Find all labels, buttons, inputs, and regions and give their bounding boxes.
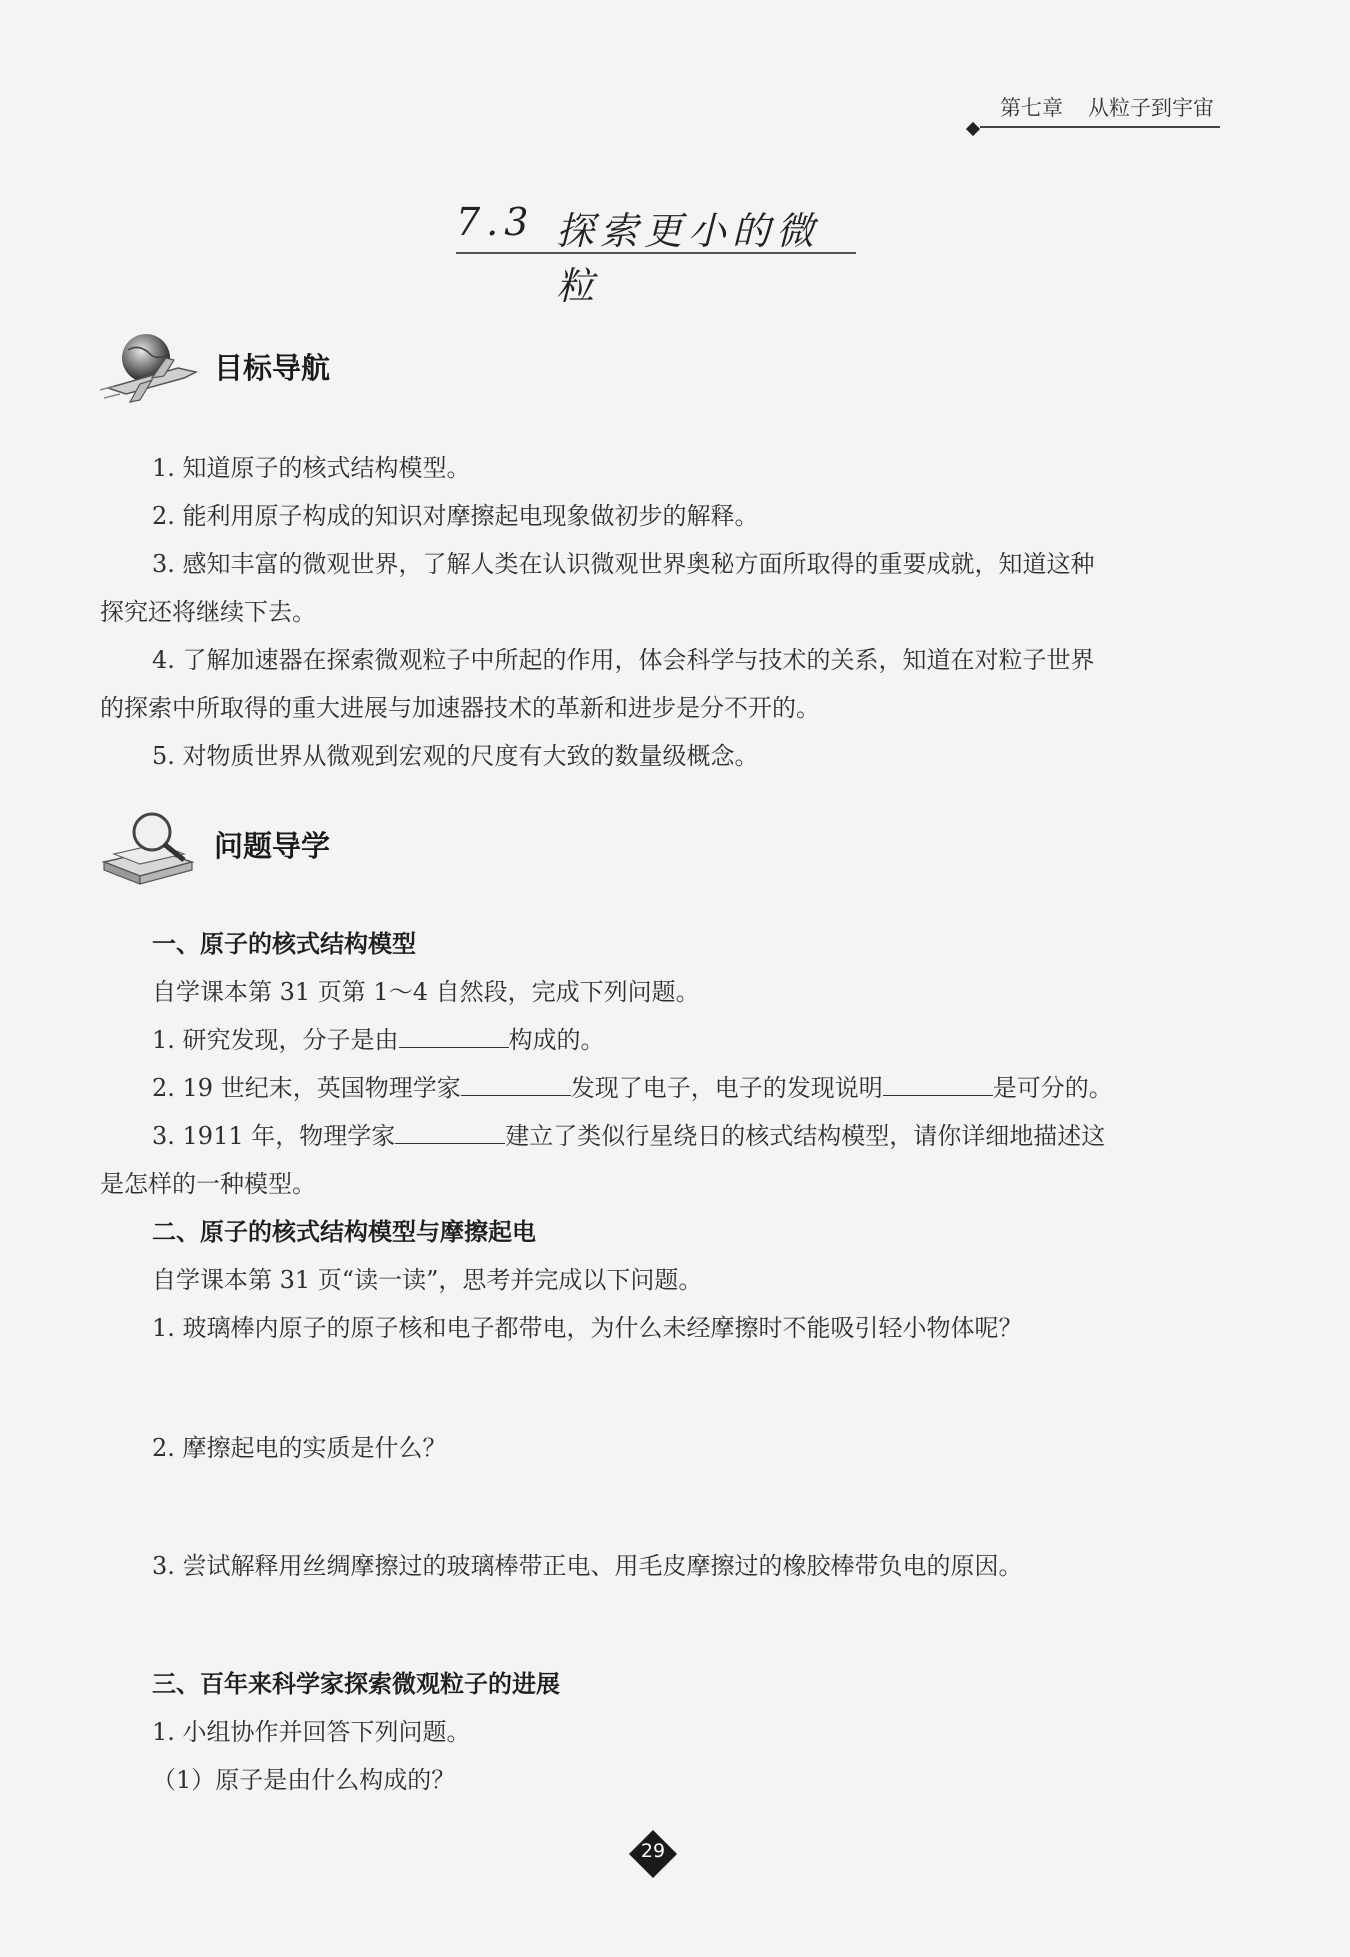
section-label: 问题导学 [214, 829, 331, 863]
page-number-text: 29 [640, 1840, 666, 1862]
question-3 [152, 1112, 1220, 1160]
chapter-title: 从粒子到宇宙 [1088, 96, 1214, 120]
page-title [456, 200, 856, 308]
running-header [980, 92, 1220, 128]
answer-blank[interactable] [461, 1067, 571, 1096]
section-title: 探索更小的微粒 [556, 209, 821, 308]
question-text: 建立了类似行星绕日的核式结构模型，请你详细地描述这 [505, 1122, 1106, 1150]
goal-item: 1. 知道原子的核式结构模型。 [152, 454, 471, 482]
diamond-bullet-icon [966, 122, 980, 136]
question-1: 1. 小组协作并回答下列问题。 [152, 1718, 471, 1746]
question-text: 1. 研究发现，分子是由 [152, 1026, 399, 1054]
section-header-goals [100, 328, 500, 408]
part-intro: 自学课本第 31 页第 1～4 自然段，完成下列问题。 [152, 978, 700, 1006]
question-text: 3. 1911 年，物理学家 [152, 1122, 396, 1150]
part-heading: 二、原子的核式结构模型与摩擦起电 [152, 1218, 536, 1246]
section-number: 7.3 [456, 200, 535, 244]
question-1: 1. 玻璃棒内原子的原子核和电子都带电，为什么未经摩擦时不能吸引轻小物体呢？ [152, 1314, 1023, 1342]
goal-item: 2. 能利用原子构成的知识对摩擦起电现象做初步的解释。 [152, 502, 759, 530]
page-number [629, 1830, 677, 1878]
goal-item: 5. 对物质世界从微观到宏观的尺度有大致的数量级概念。 [152, 742, 759, 770]
question-2: 2. 摩擦起电的实质是什么？ [152, 1434, 447, 1462]
globe-airplane-icon [100, 328, 200, 408]
question-text: 2. 19 世纪末，英国物理学家 [152, 1074, 461, 1102]
part-heading: 一、原子的核式结构模型 [152, 930, 416, 958]
goal-item: 3. 感知丰富的微观世界，了解人类在认识微观世界奥秘方面所取得的重要成就，知道这种 [152, 550, 1095, 578]
answer-blank[interactable] [399, 1019, 509, 1048]
section-label: 目标导航 [214, 351, 331, 385]
question-3: 3. 尝试解释用丝绸摩擦过的玻璃棒带正电、用毛皮摩擦过的橡胶棒带负电的原因。 [152, 1552, 1023, 1580]
goal-item-continued: 探究还将继续下去。 [100, 598, 316, 626]
question-text: 发现了电子，电子的发现说明 [570, 1074, 883, 1102]
question-1a: （1）原子是由什么构成的？ [152, 1766, 456, 1794]
question-text: 是可分的。 [992, 1074, 1113, 1102]
goal-item-continued: 的探索中所取得的重大进展与加速器技术的革新和进步是分不开的。 [100, 694, 820, 722]
part-heading: 三、百年来科学家探索微观粒子的进展 [152, 1670, 560, 1698]
answer-blank[interactable] [883, 1067, 993, 1096]
goal-item: 4. 了解加速器在探索微观粒子中所起的作用，体会科学与技术的关系，知道在对粒子世界 [152, 646, 1095, 674]
magnifier-books-icon [100, 806, 200, 886]
chapter-number: 第七章 [1000, 96, 1063, 120]
question-1 [152, 1016, 1220, 1064]
question-3-continued: 是怎样的一种模型。 [100, 1170, 316, 1198]
part-intro: 自学课本第 31 页“读一读”，思考并完成以下问题。 [152, 1266, 703, 1294]
section-header-guide [100, 806, 500, 886]
question-2 [152, 1064, 1220, 1112]
question-text: 构成的。 [508, 1026, 605, 1054]
answer-blank[interactable] [395, 1115, 505, 1144]
